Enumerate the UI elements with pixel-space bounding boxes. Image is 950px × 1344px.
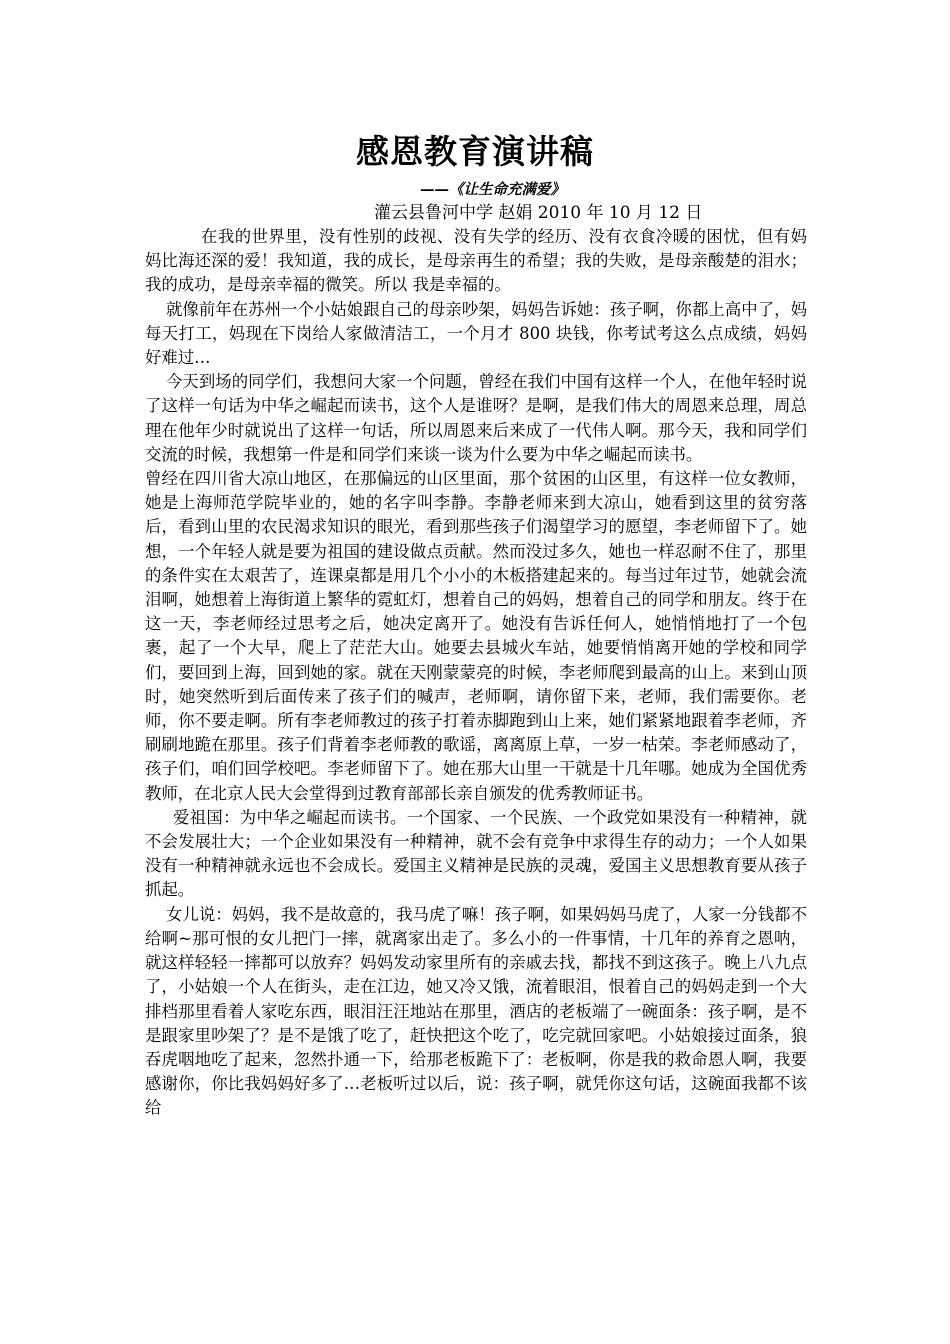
- document-body: [145, 225, 807, 1121]
- paragraph: 在我的世界里，没有性别的歧视、没有失学的经历、没有衣食冷暖的困忧，但有妈妈比海还深的爱！我知道，我的成长，是母亲再生的希望；我的失败，是母亲酸楚的泪水；我的成功，是母亲幸福的微笑。所以 我是幸福的。: [145, 227, 807, 295]
- paragraph: 爱祖国：为中华之崛起而读书。一个国家、一个民族、一个政党如果没有一种精神，就不会发展壮大；一个企业如果没有一种精神，就不会有竞争中求得生存的动力；一个人如果没有一种精神就永远也不会成长。爱国主义精神是民族的灵魂，爱国主义思想教育要从孩子抓起。: [145, 807, 807, 900]
- paragraph: 曾经在四川省大凉山地区，在那偏远的山区里面，那个贫困的山区里，有这样一位女教师，她是上海师范学院毕业的，她的名字叫李静。李静老师来到大凉山，她看到这里的贫穷落后，看到山里的农民渴求知识的眼光，看到那些孩子们渴望学习的愿望，李老师留下了。她想，一个年轻人就是要为祖国的建设做点贡献。然而没过多久，她也一样忍耐不住了，那里的条件实在太艰苦了，连课桌都是用几个小小的木板搭建起来的。每当过年过节，她就会流泪啊，她想着上海街道上繁华的霓虹灯，想着自己的妈妈，想着自己的同学和朋友。终于在这一天，李老师经过思考之后，她决定离开了。她没有告诉任何人，她悄悄地打了一个包裹，起了一个大早，爬上了茫茫大山。她要去县城火车站，她要悄悄离开她的学校和同学们，要回到上海，回到她的家。就在天刚蒙蒙亮的时候，李老师爬到最高的山上。来到山顶时，她突然听到后面传来了孩子们的喊声，老师啊，请你留下来，老师，我们需要你。老师，你不要走啊。所有李老师教过的孩子打着赤脚跑到山上来，她们紧紧地跟着李老师，齐刷刷地跪在那里。孩子们背着李老师教的歌谣，离离原上草，一岁一枯荣。李老师感动了，孩子们，咱们回学校吧。李老师留下了。她在那大山里一干就是十几年哪。她成为全国优秀教师，在北京人民大会堂得到过教育部部长亲自颁发的优秀教师证书。: [145, 469, 807, 803]
- paragraph: 女儿说：妈妈，我不是故意的，我马虎了嘛！孩子啊，如果妈妈马虎了，人家一分钱都不给啊~那可恨的女儿把门一摔，就离家出走了。多么小的一件事情，十几年的养育之恩呐，就这样轻轻一摔都可以放弃？妈妈发动家里所有的亲戚去找，都找不到这孩子。晚上八九点了，小姑娘一个人在街头，走在江边，她又冷又饿，流着眼泪，恨着自己的妈妈走到一个大排档那里看着人家吃东西，眼泪汪汪地站在那里，酒店的老板端了一碗面条：孩子啊，是不是跟家里吵架了？是不是饿了吃了，赶快把这个吃了，吃完就回家吧。小姑娘接过面条，狼吞虎咽地吃了起来，忽然扑通一下，给那老板跪下了：老板啊，你是我的救命恩人啊，我要感谢你，你比我妈妈好多了…老板听过以后，说：孩子啊，就凭你这句话，这碗面我都不该给: [145, 904, 807, 1118]
- paragraph: 今天到场的同学们，我想问大家一个问题，曾经在我们中国有这样一个人，在他年轻时说了这样一句话为中华之崛起而读书，这个人是谁呀？是啊，是我们伟大的周恩来总理，周总理在他年少时就说出了这样一句话，所以周恩来后来成了一代伟人啊。那今天，我和同学们交流的时候，我想第一件是和同学们来谈一谈为什么要为中华之崛起而读书。: [145, 372, 807, 464]
- author-byline: 灌云县鲁河中学 赵娟 2010 年 10 月 12 日: [374, 203, 703, 223]
- document-subtitle: ——《让生命充满爱》: [420, 181, 565, 198]
- document-title: 感恩教育演讲稿: [356, 132, 594, 171]
- paragraph: 就像前年在苏州一个小姑娘跟自己的母亲吵架，妈妈告诉她：孩子啊，你都上高中了，妈每天打工，妈现在下岗给人家做清洁工，一个月才 800 块钱，你考试考这么点成绩，妈妈好难过…: [145, 299, 807, 368]
